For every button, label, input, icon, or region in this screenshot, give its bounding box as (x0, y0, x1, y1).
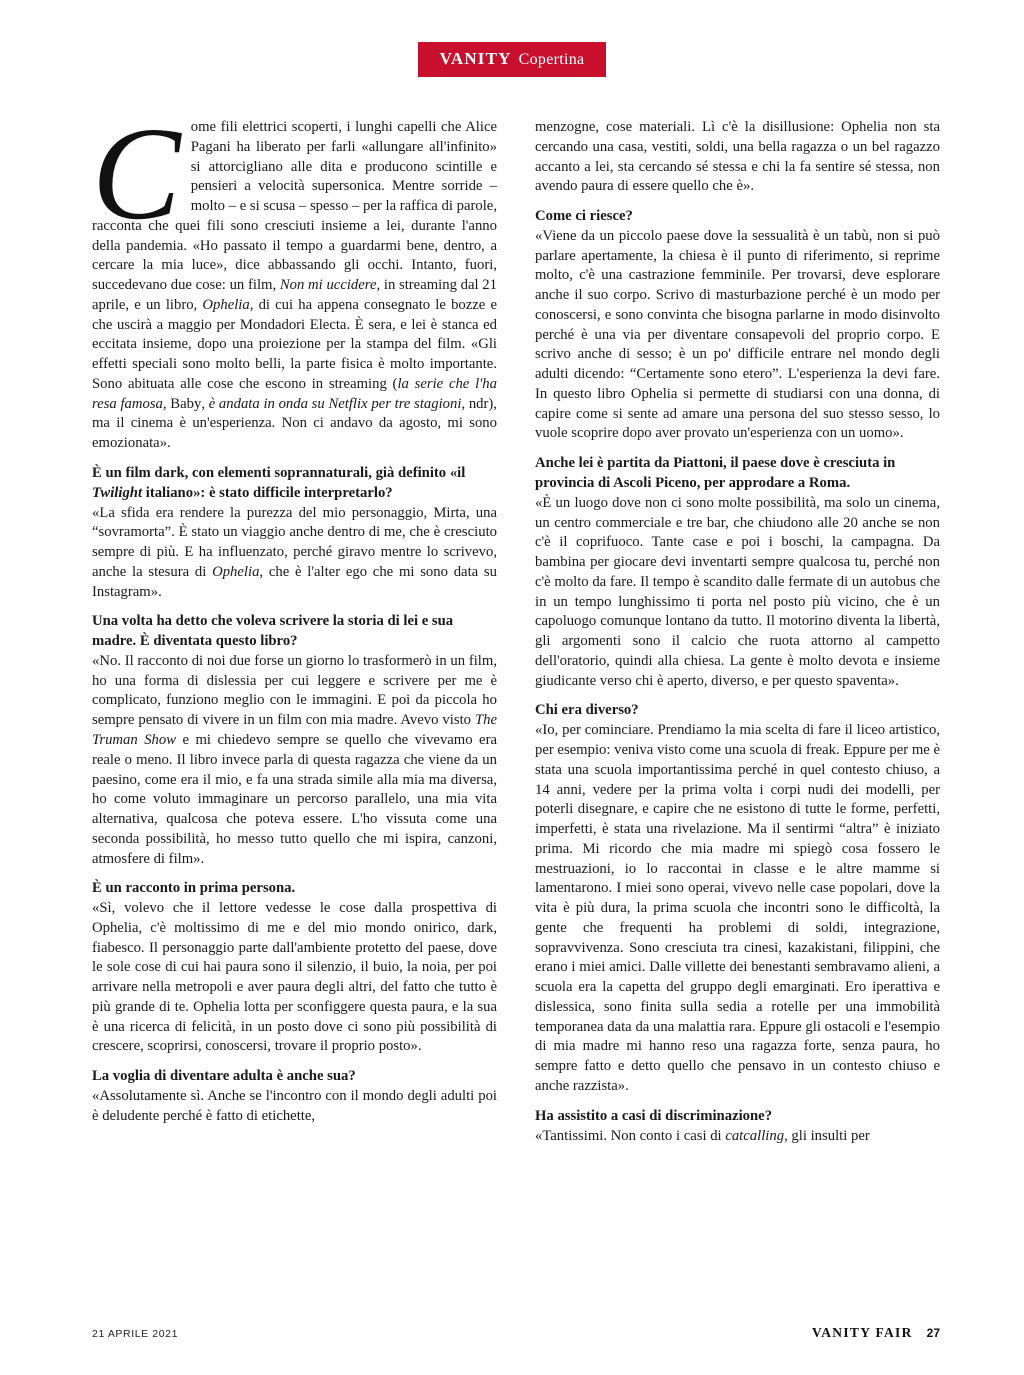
interview-question: Come ci riesce? (535, 208, 633, 225)
interview-question: Chi era diverso? (535, 702, 639, 719)
section-badge (418, 42, 607, 77)
article-paragraph: «Assolutamente sì. Anche se l'incontro con il mondo degli adulti poi è deludente perché è fatto di etichette, (92, 1087, 497, 1124)
left-column (92, 99, 497, 1293)
interview-question: Una volta ha detto che voleva scrivere la storia di lei e sua madre. È diventata questo libro? (92, 613, 454, 650)
article-paragraph: «La sfida era rendere la purezza del mio personaggio, Mirta, una “sovramorta”. È stato un viaggio anche dentro di me, che è cresciuto sempre di più. E ha influenzato, perché giravo mentre lo scrivevo, anche la stesura di Ophelia, che è l'alter ego che mi sono data su Instagram». (92, 504, 497, 600)
article-paragraph: «Viene da un piccolo paese dove la sessualità è un tabù, non si può parlare apertamente, la chiesa è il punto di riferimento, si reprime molto, c'è una castrazione femminile. Per trovarsi, deve esplorare anche il suo corpo. Scrivo di masturbazione perché è un modo per conoscersi, e sono convinta che bisogna parlarne in modo disinvolto perché è una via per diventare consapevoli del proprio corpo. E scrivo anche di sesso; è un po' difficile entrare nel mondo degli adulti dicendo: “Certamente sono etero”. L'esperienza la devi fare. In questo libro Ophelia si permette di studiarsi con una donna, di capire come si sente ad amare una persona del suo stesso sesso, lo vuole scoprire dopo aver provato un'esperienza con un uomo». (535, 227, 940, 442)
article-paragraph: «Io, per cominciare. Prendiamo la mia scelta di fare il liceo artistico, per esempio: veniva visto come una scuola di freak. Eppure per me è stata una scuola importantissima perché in quel contesto chiuso, a 14 anni, vedere per la prima volta i corpi nudi dei modelli, per poterli disegnare, e capire che ne esistono di tutte le forme, perfetti, imperfetti, è stata una rivelazione. Ma il sentirmi “altra” è iniziato prima. Mi ricordo che mia madre mi spiegò cosa fossero le mestruazioni, io lo raccontai in classe e le altre mamme si lamentarono. I miei sono operai, vivevo nelle case popolari, dove la vita è più dura, la prima scuola che incontri sono le difficoltà, la gente che frequenti ha problemi di soldi, integrazione, sopravvivenza. Sono cresciuta tra cinesi, kazakistani, filippini, che erano i miei amici. Dalle villette dei benestanti sembravamo alieni, a scuola era la capetta del gruppo degli emarginati. Ero iperattiva e dislessica, sono finita sulla sedia a rotelle per una immobilità temporanea data da una malattia rara. Eppure gli ostacoli e l'esempio di mia madre mi hanno reso una ragazza forte, senza paura, ho sempre fatto e detto quello che pensavo in un contesto chiuso e anche razzista». (535, 722, 940, 1094)
interview-question: È un racconto in prima persona. (92, 880, 296, 897)
interview-question: Anche lei è partita da Piattoni, il paese dove è cresciuta in provincia di Ascoli Piceno, per approdare a Roma. (535, 455, 896, 492)
article-paragraph: «No. Il racconto di noi due forse un giorno lo trasformerò in un film, ho una forma di dislessia per cui leggere e scrivere per me è complicato, funziono meglio con le immagini. E poi da piccola ho sempre pensato di vivere in un film con mia madre. Avevo visto The Truman Show e mi chiedevo sempre se quello che vivevamo era reale o meno. Il libro invece parla di questa ragazza che viene da un paesino, come era il mio, e fa una strada simile alla mia ma diversa, ho come voluto immaginare un percorso parallelo, una mia vita alternativa, qualcosa che poteva essere. L'ho vissuta come una seconda possibilità, ho messo tutto quello che mi ispira, canzoni, atmosfere di film». (92, 652, 497, 867)
footer-brand: VANITY FAIR (811, 1325, 913, 1340)
footer-date: 21 APRILE 2021 (92, 1328, 179, 1340)
article-paragraph: «Tantissimi. Non conto i casi di catcalling, gli insulti per (535, 1127, 870, 1144)
article-paragraph: menzogne, cose materiali. Lì c'è la disillusione: Ophelia non sta cercando una casa, vestiti, soldi, una bella ragazza o un bel ragazzo accanto a lei, sta cercando sé stessa e chi la fa sentire sé stessa, non avendo paura di essere quello che è». (535, 119, 940, 195)
article-paragraph: «Sì, volevo che il lettore vedesse le cose dalla prospettiva di Ophelia, c'è moltissimo di me e del mio mondo onirico, dark, fiabesco. Il personaggio parte dall'ambiente protetto del paese, dove le sole cose di cui hai paura sono il silenzio, il buio, la noia, per poi arrivare nella metropoli e aver paura degli altri, del fatto che tutto è più grande di te. Ophelia lotta per sconfiggere questa paura, e la sua è una ricerca di felicità, in un posto dove ci sono più possibilità di crescere, scoprirsi, conoscersi, trovare il proprio posto». (92, 900, 497, 1055)
page-number: 27 (926, 1326, 940, 1340)
page-footer (92, 1325, 940, 1341)
badge-section: Copertina (518, 51, 585, 68)
page-header (0, 42, 1024, 77)
footer-brand-group (812, 1325, 940, 1341)
article-body (92, 99, 940, 1293)
interview-question: La voglia di diventare adulta è anche sua? (92, 1068, 356, 1085)
interview-question: È un film dark, con elementi soprannaturali, già definito «il Twilight italiano»: è stato difficile interpretarlo? (92, 465, 466, 501)
article-paragraph: «È un luogo dove non ci sono molte possibilità, ma solo un cinema, un centro commerciale e tre bar, che chiudono alle 20 anche se non c'è il coprifuoco. Tante case e poi i boschi, la campagna. Da bambina per giocare devi inventarti sempre qualcosa tu, perché non c'è molto da fare. Il tempo è scandito dalle fermate di un autobus che in un tempo lunghissimo ti porta nel posto più vicino, che è un capoluogo comunque lontano da tutto. Il motorino diventa la libertà, gli argomenti sono il calcio che ruota attorno al campetto dell'oratorio, quindi alla chiesa. La gente è molto devota e insieme giudicante verso chi è aperto, diverso, e per questo spaventa». (535, 494, 940, 689)
article-paragraph: Come fili elettrici scoperti, i lunghi capelli che Alice Pagani ha liberato per farli «allungare all'infinito» si attorcigliano alle dita e producono scintille e pensieri a velocità supersonica. Mentre sorride – molto – e si scusa – spesso – per la raffica di parole, racconta che quei fili sono cresciuti insieme a lei, durante l'anno della pandemia. «Ho passato il tempo a guardarmi bene, dentro, a cercare la mia luce», dice abbassando gli occhi. Intanto, fuori, succedevano due cose: un film, Non mi uccidere, in streaming dal 21 aprile, e un libro, Ophelia, di cui ha appena consegnato le bozze e che uscirà a maggio per Mondadori Electa. È sera, e lei è stanca ed eccitata insieme, dopo una proiezione per la stampa del film. «Gli effetti speciali sono molto belli, la parte fisica è molto importante. Sono abituata alle cose che escono in streaming (la serie che l'ha resa famosa, Baby, è andata in onda su Netflix per tre stagioni, ndr), ma il cinema è un'esperienza. Non ci andavo da agosto, mi sono emozionata». (92, 99, 497, 452)
badge-brand: VANITY (439, 49, 512, 68)
interview-question: Ha assistito a casi di discriminazione? (535, 1107, 773, 1124)
drop-cap: C (92, 99, 181, 247)
right-column (535, 118, 940, 1293)
